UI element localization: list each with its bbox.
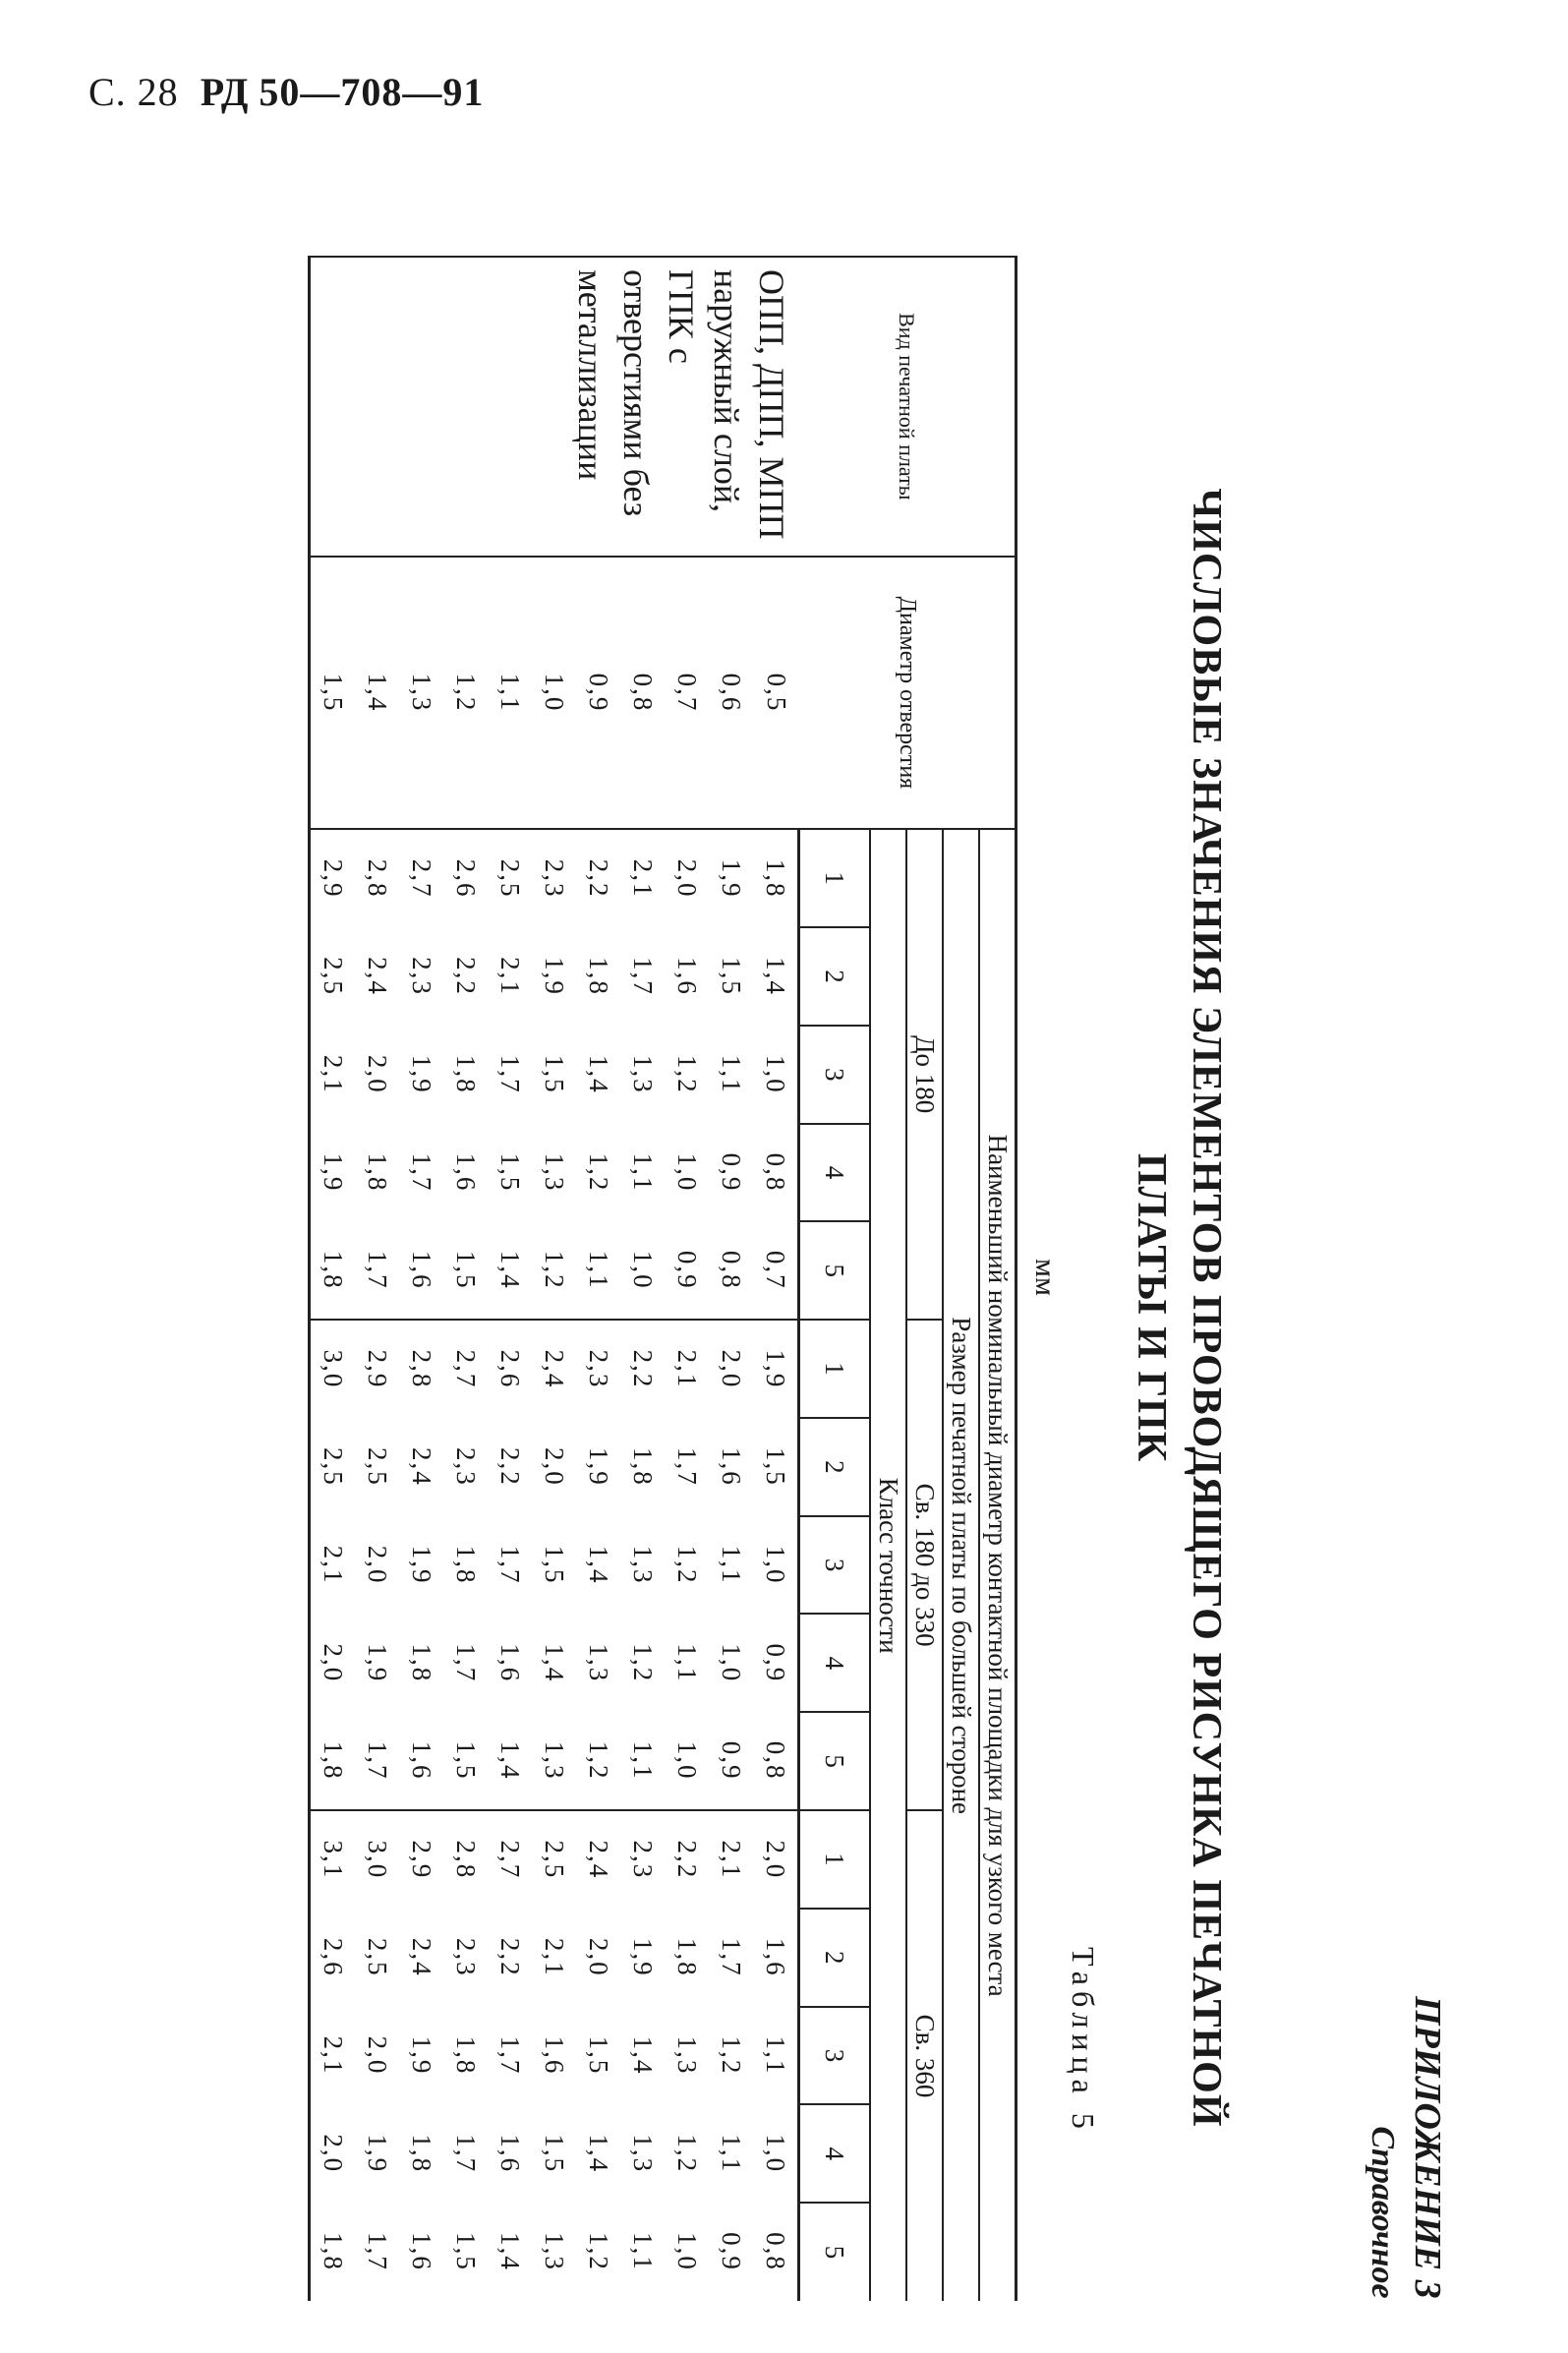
table-row — [620, 257, 665, 2301]
value-cell: 1,7 — [495, 1545, 525, 1585]
value-cell: 2,8 — [443, 1810, 488, 1909]
value-cell: 1,7 — [363, 1250, 392, 1290]
value-cell: 1,2 — [628, 1643, 658, 1683]
value-cell: 1,7 — [717, 1937, 746, 1977]
value-cell: 2,2 — [665, 1810, 709, 1909]
value-cell: 1,3 — [628, 2134, 658, 2174]
hole-diameter-cell: 0,5 — [753, 557, 799, 830]
size-header: Размер печатной платы по большей стороне — [943, 829, 979, 2301]
appendix-block — [1360, 1996, 1450, 2299]
value-cell: 1,1 — [717, 2134, 746, 2174]
value-cell: 2,7 — [399, 829, 443, 927]
value-cell: 1,4 — [584, 1545, 613, 1585]
table-row — [709, 257, 753, 2301]
value-cell: 1,7 — [363, 2232, 392, 2271]
value-cell: 2,6 — [310, 1909, 356, 2007]
value-cell: 1,6 — [407, 1250, 436, 1290]
value-cell: 1,7 — [451, 1643, 481, 1683]
group-header-1: Св. 180 до 330 — [906, 1320, 943, 1810]
col-header-hole-diameter: Диаметр отверстия — [799, 557, 1016, 830]
value-cell: 1,3 — [584, 1643, 613, 1683]
hole-diameter-cell: 0,9 — [576, 557, 620, 830]
value-cell: 1,0 — [672, 2232, 702, 2271]
value-cell: 1,1 — [628, 1740, 658, 1781]
value-cell: 2,0 — [709, 1320, 753, 1418]
value-cell: 1,9 — [709, 829, 753, 927]
value-cell: 1,3 — [628, 1054, 658, 1094]
value-cell: 2,2 — [495, 1937, 525, 1977]
hole-diameter-cell: 1,0 — [532, 557, 576, 830]
value-cell: 2,1 — [540, 1937, 569, 1977]
accuracy-class-header: 2 — [799, 1909, 871, 2007]
accuracy-class-header: 1 — [799, 1320, 871, 1418]
value-cell: 1,5 — [761, 1446, 790, 1487]
value-cell: 1,0 — [628, 1250, 658, 1290]
value-cell: 2,1 — [495, 957, 525, 996]
value-cell: 1,3 — [540, 1152, 569, 1193]
value-cell: 1,5 — [451, 2232, 481, 2271]
value-cell: 1,1 — [584, 1250, 613, 1290]
value-cell: 1,9 — [540, 957, 569, 996]
rotated-page-content — [162, 177, 1460, 2301]
value-cell: 2,0 — [584, 1937, 613, 1977]
table-row — [310, 257, 356, 2301]
table-row — [753, 257, 799, 2301]
hole-diameter-cell: 1,1 — [488, 557, 532, 830]
value-cell: 1,6 — [407, 1740, 436, 1781]
value-cell: 2,9 — [355, 1320, 399, 1418]
hole-diameter-cell: 1,5 — [310, 557, 356, 830]
value-cell: 2,3 — [576, 1320, 620, 1418]
value-cell: 1,2 — [672, 1545, 702, 1585]
data-table — [308, 256, 1017, 2301]
value-cell: 2,3 — [407, 957, 436, 996]
value-cell: 2,0 — [665, 829, 709, 927]
value-cell: 1,7 — [495, 2035, 525, 2076]
value-cell: 2,2 — [576, 829, 620, 927]
value-cell: 1,8 — [310, 1221, 356, 1320]
doc-number: 50—708—91 — [259, 70, 485, 114]
table-row — [532, 257, 576, 2301]
value-cell: 1,7 — [363, 1740, 392, 1781]
value-cell: 0,9 — [761, 1643, 790, 1683]
accuracy-class-header: 3 — [799, 1516, 871, 1615]
page-header — [88, 69, 484, 115]
value-cell: 1,8 — [407, 2134, 436, 2174]
value-cell: 1,4 — [495, 1250, 525, 1290]
value-cell: 2,3 — [451, 1937, 481, 1977]
value-cell: 1,0 — [672, 1152, 702, 1193]
value-cell: 1,5 — [451, 1740, 481, 1781]
value-cell: 1,8 — [451, 1054, 481, 1094]
accuracy-class-header: 1 — [799, 1810, 871, 1909]
value-cell: 1,4 — [628, 2035, 658, 2076]
value-cell: 2,5 — [363, 1937, 392, 1977]
value-cell: 1,8 — [407, 1643, 436, 1683]
value-cell: 1,5 — [540, 2134, 569, 2174]
value-cell: 1,2 — [672, 2134, 702, 2174]
value-cell: 2,1 — [665, 1320, 709, 1418]
value-cell: 1,9 — [753, 1320, 799, 1418]
value-cell: 2,4 — [407, 1446, 436, 1487]
value-cell: 1,7 — [407, 1152, 436, 1193]
hole-diameter-cell: 0,6 — [709, 557, 753, 830]
value-cell: 3,0 — [355, 1810, 399, 1909]
hole-diameter-cell: 1,3 — [399, 557, 443, 830]
value-cell: 2,1 — [709, 1810, 753, 1909]
value-cell: 1,0 — [761, 1054, 790, 1094]
value-cell: 1,1 — [672, 1643, 702, 1683]
hole-diameter-cell: 0,7 — [665, 557, 709, 830]
span-header: Наименьший номинальный диаметр контактной площадки для узкого места — [979, 829, 1016, 2301]
accuracy-header: Класс точности — [870, 829, 906, 2301]
value-cell: 1,4 — [495, 1740, 525, 1781]
value-cell: 1,9 — [310, 1124, 356, 1222]
value-cell: 1,7 — [451, 2134, 481, 2174]
table-row — [399, 257, 443, 2301]
value-cell: 1,0 — [761, 1545, 790, 1585]
value-cell: 1,5 — [717, 957, 746, 996]
value-cell: 1,3 — [628, 1545, 658, 1585]
value-cell: 2,0 — [753, 1810, 799, 1909]
group-header-2: Св. 360 — [906, 1810, 943, 2301]
value-cell: 2,9 — [310, 829, 356, 927]
value-cell: 1,9 — [584, 1446, 613, 1487]
hole-diameter-cell: 1,4 — [355, 557, 399, 830]
value-cell: 2,0 — [540, 1446, 569, 1487]
value-cell: 1,1 — [628, 1152, 658, 1193]
value-cell: 2,0 — [310, 2104, 356, 2203]
value-cell: 2,9 — [399, 1810, 443, 1909]
value-cell: 2,5 — [363, 1446, 392, 1487]
value-cell: 1,6 — [407, 2232, 436, 2271]
accuracy-class-header: 4 — [799, 2104, 871, 2203]
value-cell: 0,8 — [761, 1152, 790, 1193]
value-cell: 1,7 — [672, 1446, 702, 1487]
value-cell: 1,8 — [363, 1152, 392, 1193]
value-cell: 2,3 — [532, 829, 576, 927]
value-cell: 2,0 — [363, 2035, 392, 2076]
value-cell: 1,0 — [672, 1740, 702, 1781]
accuracy-class-header: 5 — [799, 1221, 871, 1320]
value-cell: 0,8 — [717, 1250, 746, 1290]
value-cell: 2,7 — [488, 1810, 532, 1909]
value-cell: 0,9 — [717, 1740, 746, 1781]
value-cell: 1,8 — [451, 2035, 481, 2076]
value-cell: 1,1 — [717, 1054, 746, 1094]
value-cell: 1,4 — [584, 1054, 613, 1094]
value-cell: 1,5 — [495, 1152, 525, 1193]
value-cell: 2,2 — [620, 1320, 665, 1418]
value-cell: 1,7 — [495, 1054, 525, 1094]
value-cell: 1,8 — [753, 829, 799, 927]
value-cell: 3,1 — [310, 1810, 356, 1909]
col-header-board-type: Вид печатной платы — [799, 257, 1016, 557]
value-cell: 1,4 — [584, 2134, 613, 2174]
value-cell: 1,2 — [540, 1250, 569, 1290]
table-row — [443, 257, 488, 2301]
value-cell: 2,1 — [310, 1516, 356, 1615]
value-cell: 1,6 — [672, 957, 702, 996]
value-cell: 1,8 — [584, 957, 613, 996]
value-cell: 2,8 — [355, 829, 399, 927]
value-cell: 2,4 — [576, 1810, 620, 1909]
accuracy-class-header: 3 — [799, 2007, 871, 2105]
table-label: Таблица 5 — [1066, 1947, 1101, 2135]
value-cell: 1,6 — [761, 1937, 790, 1977]
accuracy-class-header: 5 — [799, 1712, 871, 1810]
accuracy-class-header: 2 — [799, 1418, 871, 1516]
value-cell: 2,8 — [399, 1320, 443, 1418]
value-cell: 2,6 — [443, 829, 488, 927]
appendix-title: ПРИЛОЖЕНИЕ 3 — [1407, 1996, 1448, 2299]
value-cell: 1,3 — [672, 2035, 702, 2076]
value-cell: 0,8 — [761, 2232, 790, 2271]
value-cell: 1,8 — [310, 1712, 356, 1810]
value-cell: 1,2 — [584, 1740, 613, 1781]
value-cell: 1,5 — [584, 2035, 613, 2076]
value-cell: 1,6 — [540, 2035, 569, 2076]
value-cell: 2,1 — [310, 1026, 356, 1124]
table-row — [355, 257, 399, 2301]
value-cell: 1,1 — [628, 2232, 658, 2271]
value-cell: 2,0 — [363, 1054, 392, 1094]
accuracy-class-header: 2 — [799, 927, 871, 1026]
value-cell: 1,4 — [495, 2232, 525, 2271]
hole-diameter-cell: 1,2 — [443, 557, 488, 830]
value-cell: 1,0 — [761, 2134, 790, 2174]
value-cell: 0,8 — [761, 1740, 790, 1781]
value-cell: 1,6 — [717, 1446, 746, 1487]
value-cell: 2,5 — [532, 1810, 576, 1909]
value-cell: 2,1 — [310, 2007, 356, 2105]
value-cell: 1,8 — [310, 2203, 356, 2301]
value-cell: 1,2 — [717, 2035, 746, 2076]
accuracy-class-header: 5 — [799, 2203, 871, 2301]
value-cell: 2,5 — [488, 829, 532, 927]
accuracy-class-header: 3 — [799, 1026, 871, 1124]
value-cell: 1,3 — [540, 2232, 569, 2271]
table-row — [488, 257, 532, 2301]
document-title: ЧИСЛОВЫЕ ЗНАЧЕНИЯ ЭЛЕМЕНТОВ ПРОВОДЯЩЕГО РИСУНКА ПЕЧАТНОЙ ПЛАТЫ И ГПК — [1129, 488, 1229, 2128]
value-cell: 2,3 — [620, 1810, 665, 1909]
value-cell: 1,9 — [407, 1054, 436, 1094]
value-cell: 1,2 — [584, 1152, 613, 1193]
table-row — [576, 257, 620, 2301]
value-cell: 1,4 — [761, 957, 790, 996]
group-header-0: До 180 — [906, 829, 943, 1320]
value-cell: 2,3 — [451, 1446, 481, 1487]
value-cell: 3,0 — [310, 1320, 356, 1418]
value-cell: 1,9 — [407, 1545, 436, 1585]
value-cell: 1,9 — [628, 1937, 658, 1977]
value-cell: 1,6 — [451, 1152, 481, 1193]
units-label: мм — [1029, 1259, 1062, 1296]
value-cell: 1,5 — [540, 1054, 569, 1094]
value-cell: 2,0 — [310, 1614, 356, 1712]
value-cell: 2,4 — [363, 957, 392, 996]
value-cell: 2,5 — [310, 927, 356, 1026]
value-cell: 2,2 — [495, 1446, 525, 1487]
board-type-cell: ОПП, ДПП, МПП наружный слой, ГПК с отверстиями без металлизации — [310, 257, 799, 557]
value-cell: 1,1 — [717, 1545, 746, 1585]
accuracy-class-header: 1 — [799, 829, 871, 927]
value-cell: 2,1 — [620, 829, 665, 927]
value-cell: 1,5 — [540, 1545, 569, 1585]
value-cell: 0,7 — [761, 1250, 790, 1290]
value-cell: 2,0 — [363, 1545, 392, 1585]
value-cell: 2,6 — [488, 1320, 532, 1418]
value-cell: 1,9 — [363, 2134, 392, 2174]
value-cell: 0,9 — [717, 2232, 746, 2271]
value-cell: 1,1 — [761, 2035, 790, 2076]
value-cell: 1,4 — [540, 1643, 569, 1683]
value-cell: 1,0 — [717, 1643, 746, 1683]
value-cell: 1,9 — [363, 1643, 392, 1683]
value-cell: 1,6 — [495, 1643, 525, 1683]
value-cell: 1,9 — [407, 2035, 436, 2076]
value-cell: 2,4 — [532, 1320, 576, 1418]
value-cell: 1,6 — [495, 2134, 525, 2174]
value-cell: 1,5 — [451, 1250, 481, 1290]
value-cell: 2,4 — [407, 1937, 436, 1977]
value-cell: 1,2 — [672, 1054, 702, 1094]
value-cell: 1,7 — [628, 957, 658, 996]
value-cell: 1,8 — [628, 1446, 658, 1487]
value-cell: 1,2 — [584, 2232, 613, 2271]
doc-code: РД — [200, 70, 250, 114]
hole-diameter-cell: 0,8 — [620, 557, 665, 830]
accuracy-class-header: 4 — [799, 1124, 871, 1222]
value-cell: 1,8 — [672, 1937, 702, 1977]
value-cell: 2,5 — [310, 1418, 356, 1516]
value-cell: 1,8 — [451, 1545, 481, 1585]
value-cell: 0,9 — [672, 1250, 702, 1290]
value-cell: 2,7 — [443, 1320, 488, 1418]
accuracy-class-header: 4 — [799, 1614, 871, 1712]
table-row — [665, 257, 709, 2301]
appendix-ref: Справочное — [1365, 2126, 1401, 2299]
page-number: С. 28 — [88, 70, 179, 114]
value-cell: 0,9 — [717, 1152, 746, 1193]
value-cell: 2,2 — [451, 957, 481, 996]
value-cell: 1,3 — [540, 1740, 569, 1781]
